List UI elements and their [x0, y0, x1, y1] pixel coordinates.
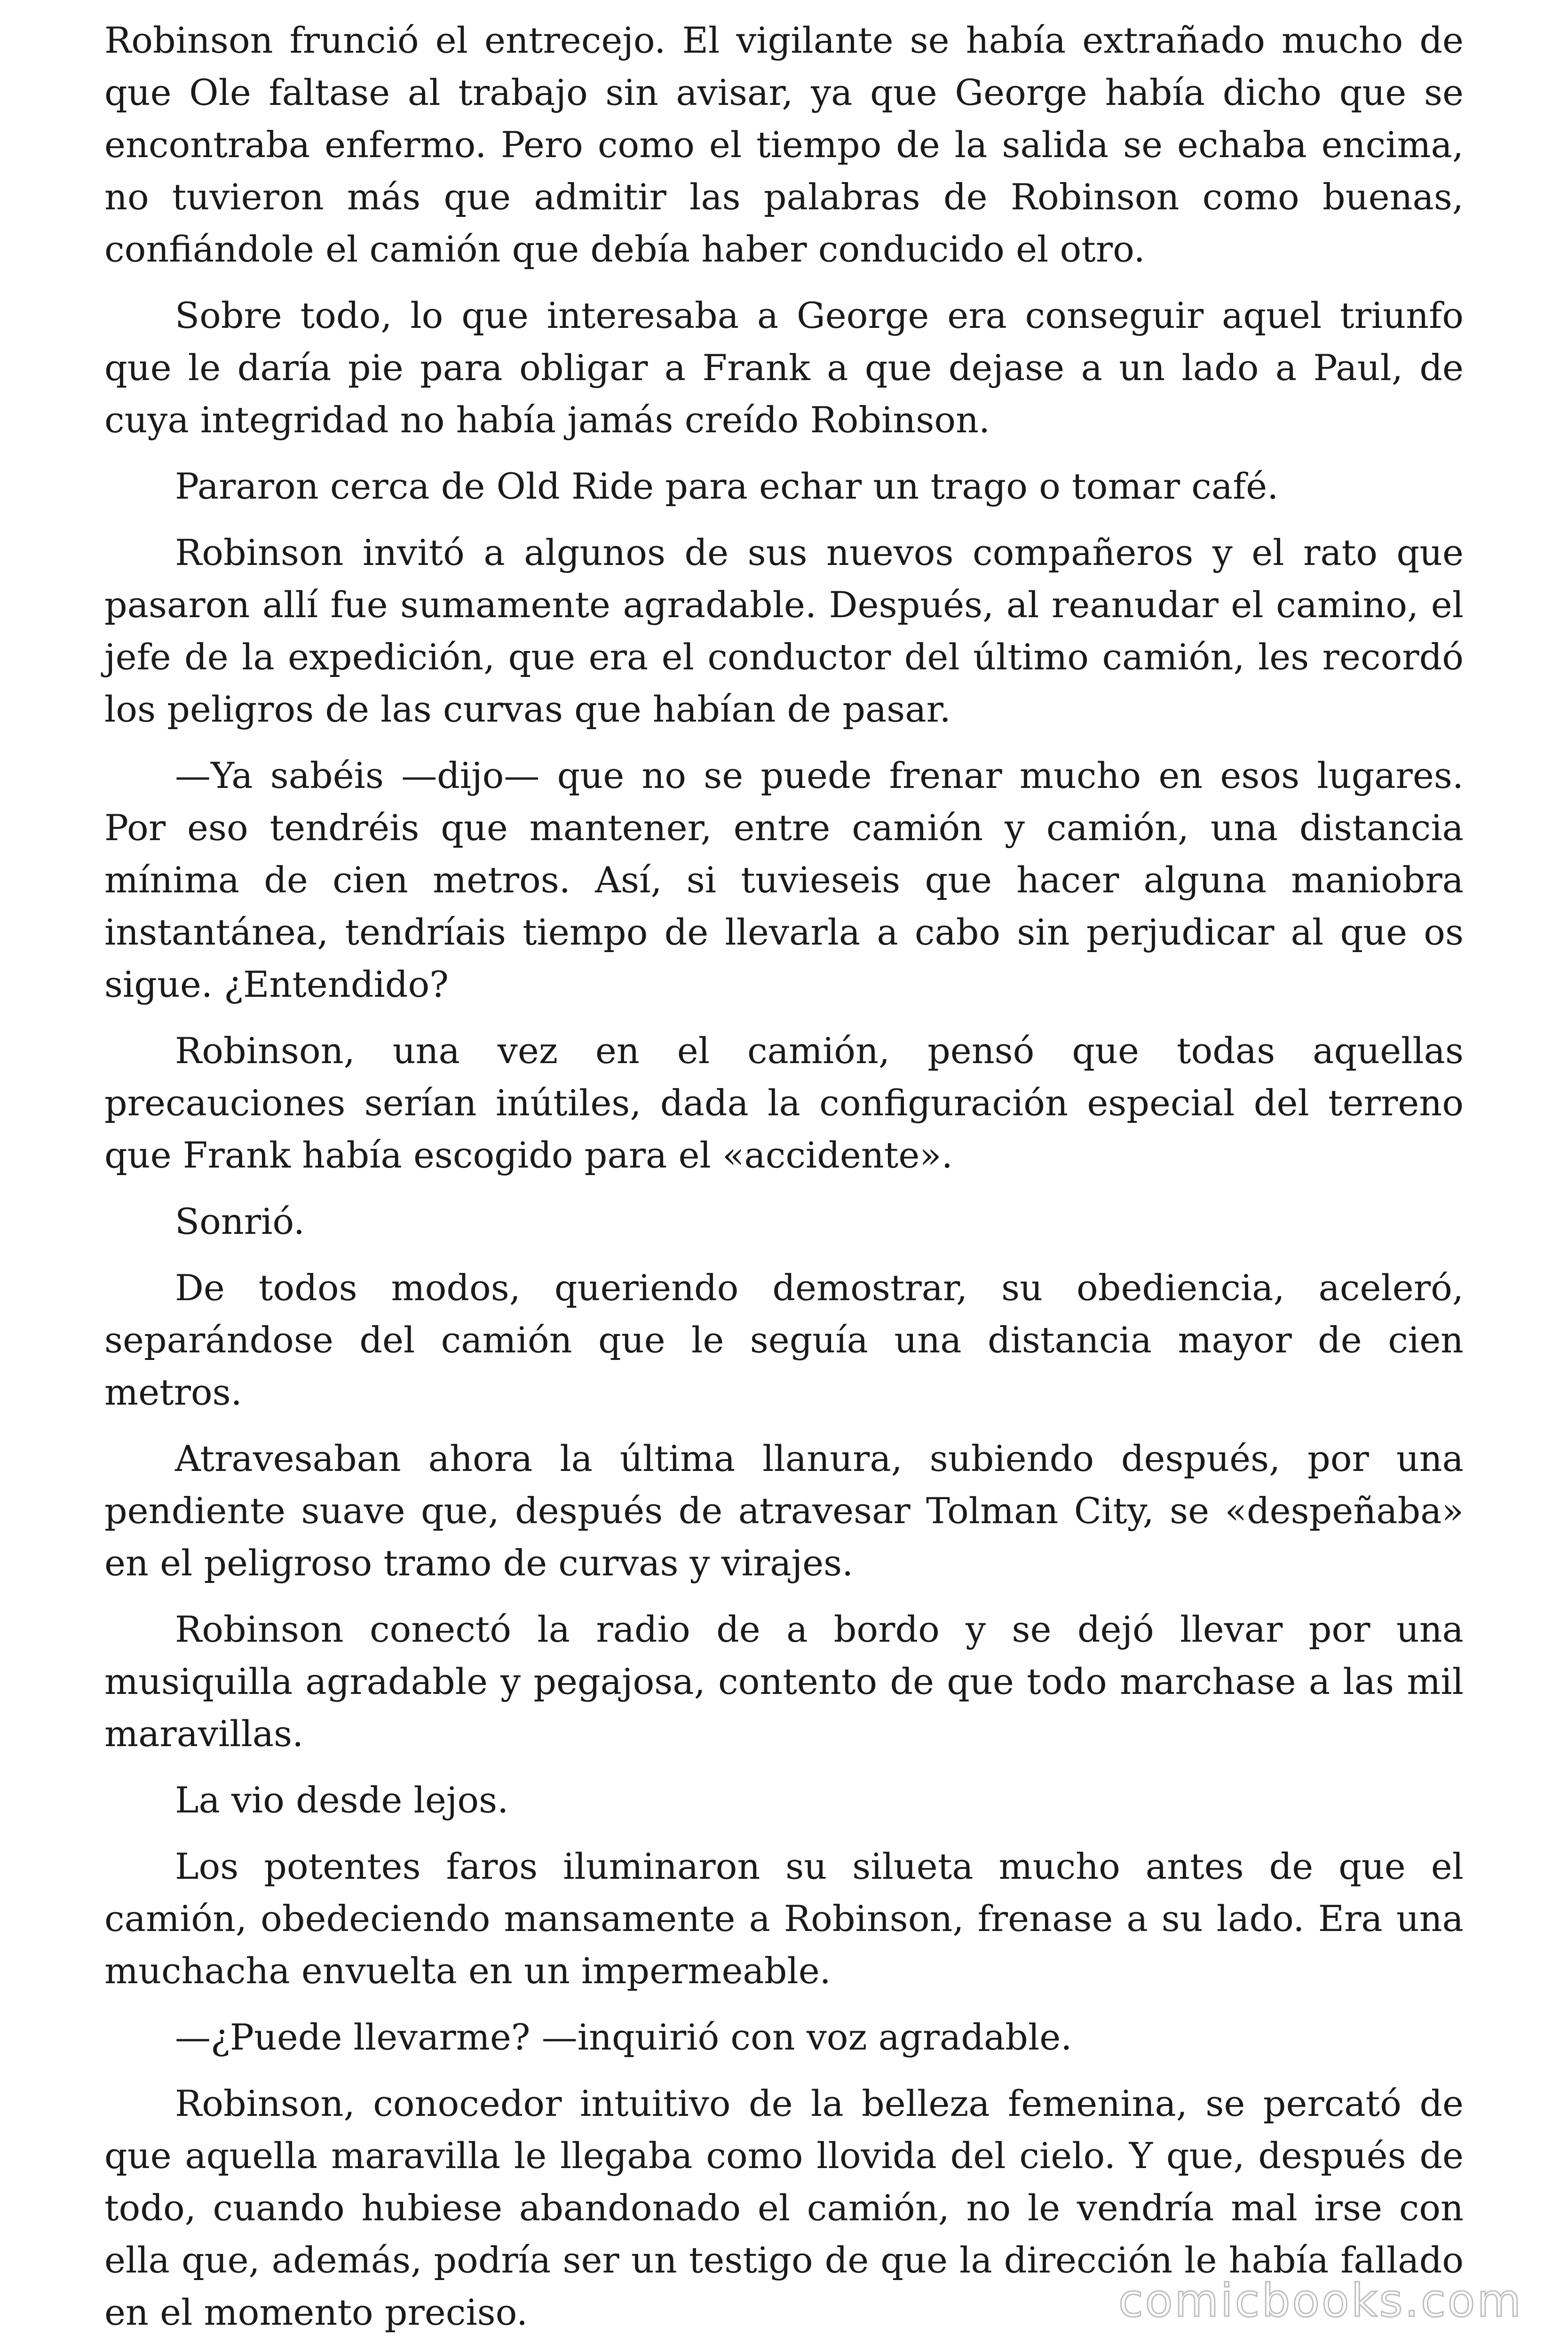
paragraph-10: Robinson conectó la radio de a bordo y se dejó llevar por una musiquilla agradable y pegajosa, contento de que todo marchase a las mil maravillas. [104, 1608, 1464, 1755]
paragraph-14: Robinson, conocedor intuitivo de la belleza femenina, se percató de que aquella maravilla le llegaba como llovida del cielo. Y que, después de todo, cuando hubiese abandonado el camión, no le vendría mal irse con ella que, además, podría ser un testigo de que la dirección le había fallado en el momento preciso. [104, 2082, 1464, 2333]
paragraph-11: La vio desde lejos. [175, 1779, 509, 1821]
paragraph-4: Robinson invitó a algunos de sus nuevos compañeros y el rato que pasaron allí fue sumamente agradable. Después, al reanudar el camino, el jefe de la expedición, que era el conductor del último camión, les recordó los peligros de las curvas que habían de pasar. [104, 532, 1464, 730]
paragraph-8: De todos modos, queriendo demostrar, su obediencia, aceleró, separándose del camión que le seguía una distancia mayor de cien metros. [104, 1267, 1464, 1413]
paragraph-6: Robinson, una vez en el camión, pensó que todas aquellas precauciones serían inútiles, dada la configuración especial del terreno que Frank había escogido para el «accidente». [104, 1030, 1464, 1176]
paragraph-3: Pararon cerca de Old Ride para echar un trago o tomar café. [175, 465, 1279, 507]
watermark: comicbooks.com [1118, 2274, 1523, 2327]
page-body [104, 14, 1464, 2352]
paragraph-5: —Ya sabéis —dijo— que no se puede frenar mucho en esos lugares. Por eso tendréis que mantener, entre camión y camión, una distancia mínima de cien metros. Así, si tuvieseis que hacer alguna maniobra instantánea, tendríais tiempo de llevarla a cabo sin perjudicar al que os sigue. ¿Entendido? [104, 755, 1464, 1005]
paragraph-12: Los potentes faros iluminaron su silueta mucho antes de que el camión, obedeciendo mansamente a Robinson, frenase a su lado. Era una muchacha envuelta en un impermeable. [104, 1845, 1464, 1992]
paragraph-2: Sobre todo, lo que interesaba a George era conseguir aquel triunfo que le daría pie para obligar a Frank a que dejase a un lado a Paul, de cuya integridad no había jamás creído Robinson. [104, 294, 1464, 441]
paragraph-1: Robinson frunció el entrecejo. El vigilante se había extrañado mucho de que Ole faltase al trabajo sin avisar, ya que George había dicho que se encontraba enfermo. Pero como el tiempo de la salida se echaba encima, no tuvieron más que admitir las palabras de Robinson como buenas, confiándole el camión que debía haber conducido el otro. [104, 19, 1464, 270]
paragraph-13: —¿Puede llevarme? —inquirió con voz agradable. [175, 2016, 1072, 2058]
paragraph-9: Atravesaban ahora la última llanura, subiendo después, por una pendiente suave que, después de atravesar Tolman City, se «despeñaba» en el peligroso tramo de curvas y virajes. [104, 1438, 1464, 1584]
paragraph-7: Sonrió. [175, 1200, 305, 1242]
